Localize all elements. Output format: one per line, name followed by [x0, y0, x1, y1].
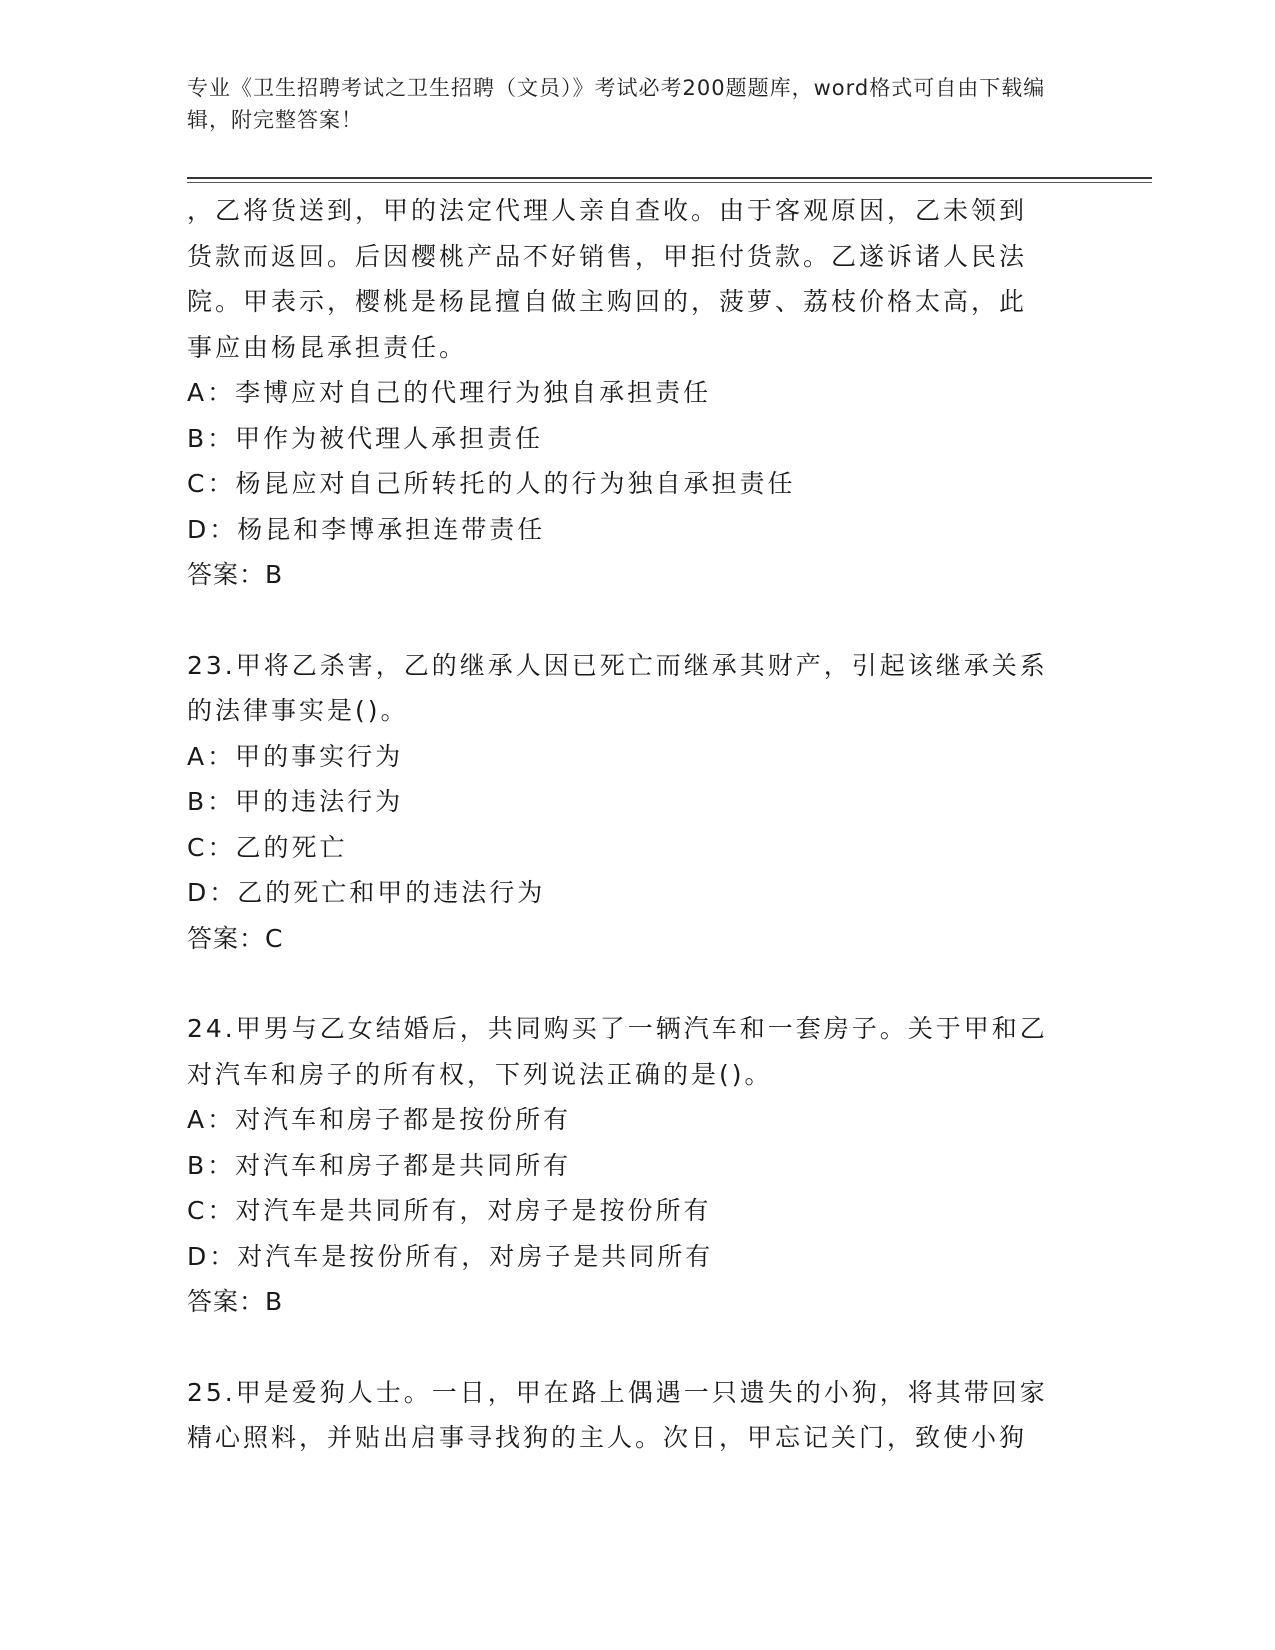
question-text-line: 对汽车和房子的所有权，下列说法正确的是()。 — [187, 1059, 773, 1089]
option-a: A：对汽车和房子都是按份所有 — [187, 1105, 572, 1134]
question-text-line: ，乙将货送到，甲的法定代理人亲自查收。由于客观原因，乙未领到 — [187, 196, 1028, 225]
document-header: 专业《卫生招聘考试之卫生招聘（文员）》考试必考200题题库，word格式可自由下载编辑，附完整答案！ — [187, 76, 1046, 132]
header-rule-thin — [187, 182, 1152, 183]
question-text-line: 25.甲是爱狗人士。一日，甲在路上偶遇一只遗失的小狗，将其带回家 — [187, 1377, 1048, 1407]
option-a: A：李博应对自己的代理行为独自承担责任 — [187, 378, 712, 407]
option-a: A：甲的事实行为 — [187, 741, 404, 771]
question-text-line: 精心照料，并贴出启事寻找狗的主人。次日，甲忘记关门，致使小狗 — [187, 1423, 1028, 1452]
question-text-line: 的法律事实是()。 — [187, 696, 409, 725]
option-c: C：杨昆应对自己所转托的人的行为独自承担责任 — [187, 469, 796, 498]
question-24 — [187, 1006, 1087, 1325]
answer-line: 答案：C — [187, 923, 284, 953]
spacer — [187, 1325, 1087, 1370]
question-text-line: 23.甲将乙杀害，乙的继承人因已死亡而继承其财产，引起该继承关系 — [187, 650, 1048, 680]
option-b: B：对汽车和房子都是共同所有 — [187, 1150, 572, 1180]
question-text-line: 货款而返回。后因樱桃产品不好销售，甲拒付货款。乙遂诉诸人民法 — [187, 241, 1028, 271]
header-rule-thick — [187, 177, 1152, 179]
question-23 — [187, 643, 1087, 962]
option-b: B：甲作为被代理人承担责任 — [187, 423, 544, 453]
spacer — [187, 961, 1087, 1006]
answer-line: 答案：B — [187, 560, 284, 589]
question-text-line: 24.甲男与乙女结婚后，共同购买了一辆汽车和一套房子。关于甲和乙 — [187, 1014, 1048, 1043]
option-d: D：杨昆和李博承担连带责任 — [187, 514, 546, 544]
document-body — [187, 188, 1087, 1461]
option-d: D：乙的死亡和甲的违法行为 — [187, 878, 546, 907]
question-text-line: 院。甲表示，樱桃是杨昆擅自做主购回的，菠萝、荔枝价格太高，此 — [187, 287, 1028, 316]
spacer — [187, 598, 1087, 643]
question-22-continued — [187, 188, 1087, 598]
question-25 — [187, 1370, 1087, 1461]
answer-line: 答案：B — [187, 1287, 284, 1316]
option-c: C：对汽车是共同所有，对房子是按份所有 — [187, 1196, 712, 1225]
option-d: D：对汽车是按份所有，对房子是共同所有 — [187, 1241, 714, 1271]
question-text-line: 事应由杨昆承担责任。 — [187, 332, 468, 362]
option-c: C：乙的死亡 — [187, 832, 348, 862]
option-b: B：甲的违法行为 — [187, 787, 404, 816]
